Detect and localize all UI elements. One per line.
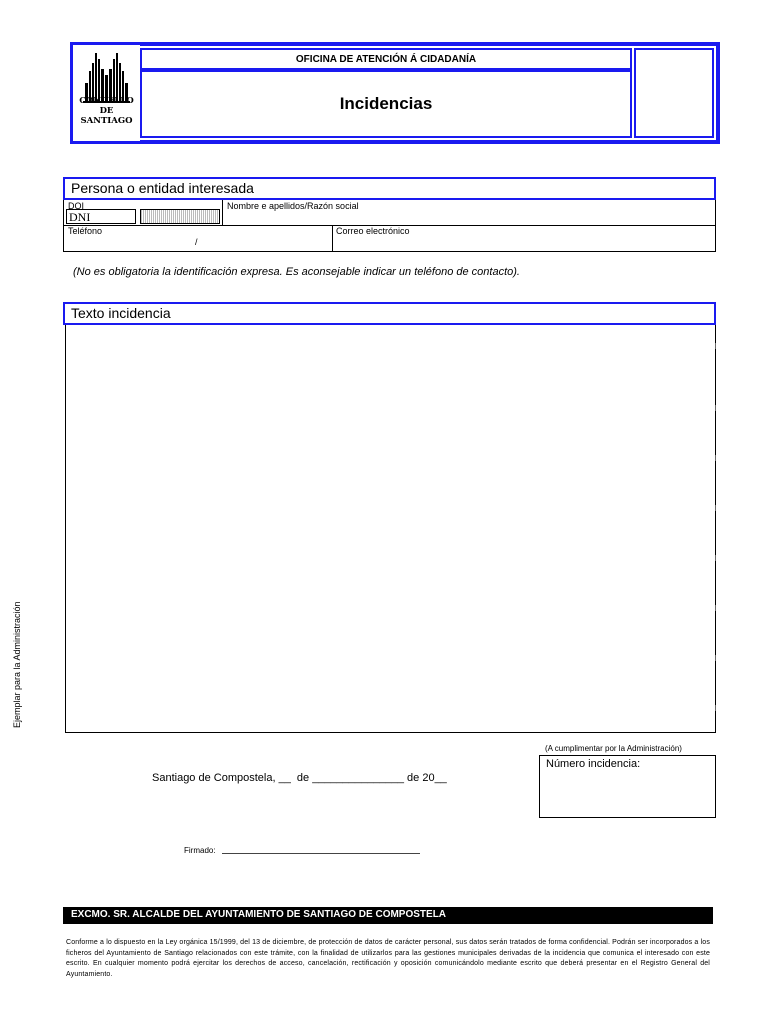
- concello-logo: [73, 45, 140, 141]
- name-field[interactable]: [224, 209, 714, 225]
- logo-text: [73, 96, 140, 126]
- tick-mark: [715, 705, 716, 711]
- tick-mark: [715, 605, 716, 611]
- tick-mark: [715, 505, 716, 511]
- phone-label: Teléfono: [68, 226, 103, 236]
- email-label: Correo electrónico: [336, 226, 410, 236]
- phone-field[interactable]: [66, 234, 330, 250]
- legal-text: Conforme a lo dispuesto en la Ley orgánica 15/1999, del 13 de diciembre, de protección de datos de carácter personal, sus datos serán tratados de forma confidencial. Podrán ser incorporados a los ficheros del Ayuntamiento de Santiago relacionados con este trámite, con la finalidad de utilizarlos para las gestiones municipales derivadas de la incidencia que comunica el interesado con este escrito. En cualquier momento podrá ejercitar los derechos de acceso, cancelación, rectificación y oposición comunicándolo mediante escrito que deberá presentar en el Registro General del Ayuntamiento.: [66, 939, 710, 978]
- signature-line[interactable]: [222, 844, 420, 854]
- incident-text-area[interactable]: [65, 325, 716, 733]
- doi-type-select[interactable]: DNI: [66, 209, 136, 224]
- incident-section-title: Texto incidencia: [63, 302, 716, 325]
- tick-mark: [715, 555, 716, 561]
- side-label: Ejemplar para la Administración: [12, 601, 22, 728]
- grid-divider: [222, 200, 223, 226]
- logo-line-1: CONCELLO DE: [79, 96, 134, 116]
- tick-mark: [715, 343, 716, 349]
- registry-stamp-box: [634, 48, 714, 138]
- tick-mark: [715, 655, 716, 661]
- grid-divider: [332, 225, 333, 251]
- tick-mark: [715, 405, 716, 411]
- incident-number-box: [539, 755, 716, 818]
- person-section-title: Persona o entidad interesada: [63, 177, 716, 200]
- doi-number-field[interactable]: [140, 209, 220, 224]
- office-name: OFICINA DE ATENCIÓN Á CIDADANÍA: [140, 48, 632, 70]
- email-field[interactable]: [334, 234, 714, 250]
- place-date: Santiago de Compostela, __ de _______________ de 20__: [152, 772, 447, 784]
- page-title: Incidencias: [140, 70, 632, 138]
- person-grid: [63, 200, 716, 252]
- incident-number-label: Número incidencia:: [546, 758, 641, 770]
- cathedral-logo-icon: [73, 45, 140, 141]
- doi-label: DOI: [68, 201, 85, 211]
- admin-note: (A cumplimentar por la Administración): [545, 744, 682, 753]
- logo-line-2: SANTIAGO: [80, 116, 133, 126]
- addressee-bar: EXCMO. SR. ALCALDE DEL AYUNTAMIENTO DE SANTIAGO DE COMPOSTELA: [63, 907, 713, 924]
- signed-label: Firmado:: [184, 846, 216, 855]
- identification-note: (No es obligatoria la identificación expresa. Es aconsejable indicar un teléfono de contacto).: [73, 266, 520, 278]
- phone-separator: /: [195, 237, 198, 247]
- name-label: Nombre e apellidos/Razón social: [227, 201, 359, 211]
- tick-mark: [715, 455, 716, 461]
